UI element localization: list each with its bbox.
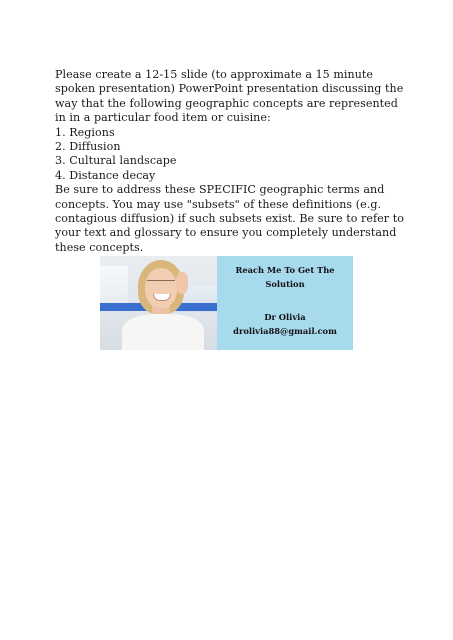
woman-photo: [100, 256, 217, 350]
photo-face: [145, 268, 177, 308]
list-item: 4. Distance decay: [55, 168, 156, 182]
photo-hand: [176, 272, 188, 294]
banner-headline-line2: Solution: [265, 279, 305, 289]
list-item: 2. Diffusion: [55, 140, 121, 154]
list-item: 3. Cultural landscape: [55, 154, 177, 168]
closing-paragraph: Be sure to address these SPECIFIC geographic terms and concepts. You may use "subsets" of these definitions (e.g. contagious diffusion) if such subsets exist. Be sure to refer to your text and glossary to ensure you completely understand these concepts.: [55, 183, 404, 254]
photo-shirt: [122, 314, 204, 350]
assignment-text: [55, 68, 405, 255]
contact-email: drolivia88@gmail.com: [233, 326, 337, 336]
contact-name: Dr Olivia: [264, 312, 306, 322]
list-item: 1. Regions: [55, 125, 115, 139]
concept-list: [55, 126, 405, 184]
intro-paragraph: Please create a 12-15 slide (to approximate a 15 minute spoken presentation) PowerPoint presentation discussing the way that the following geographic concepts are represented in in a particular food item or cuisine:: [55, 68, 404, 125]
contact-info-panel: [217, 256, 353, 350]
banner-headline-line1: Reach Me To Get The: [235, 265, 335, 275]
photo-window: [100, 266, 128, 306]
contact-banner: [100, 256, 353, 350]
photo-glasses: [147, 280, 175, 288]
